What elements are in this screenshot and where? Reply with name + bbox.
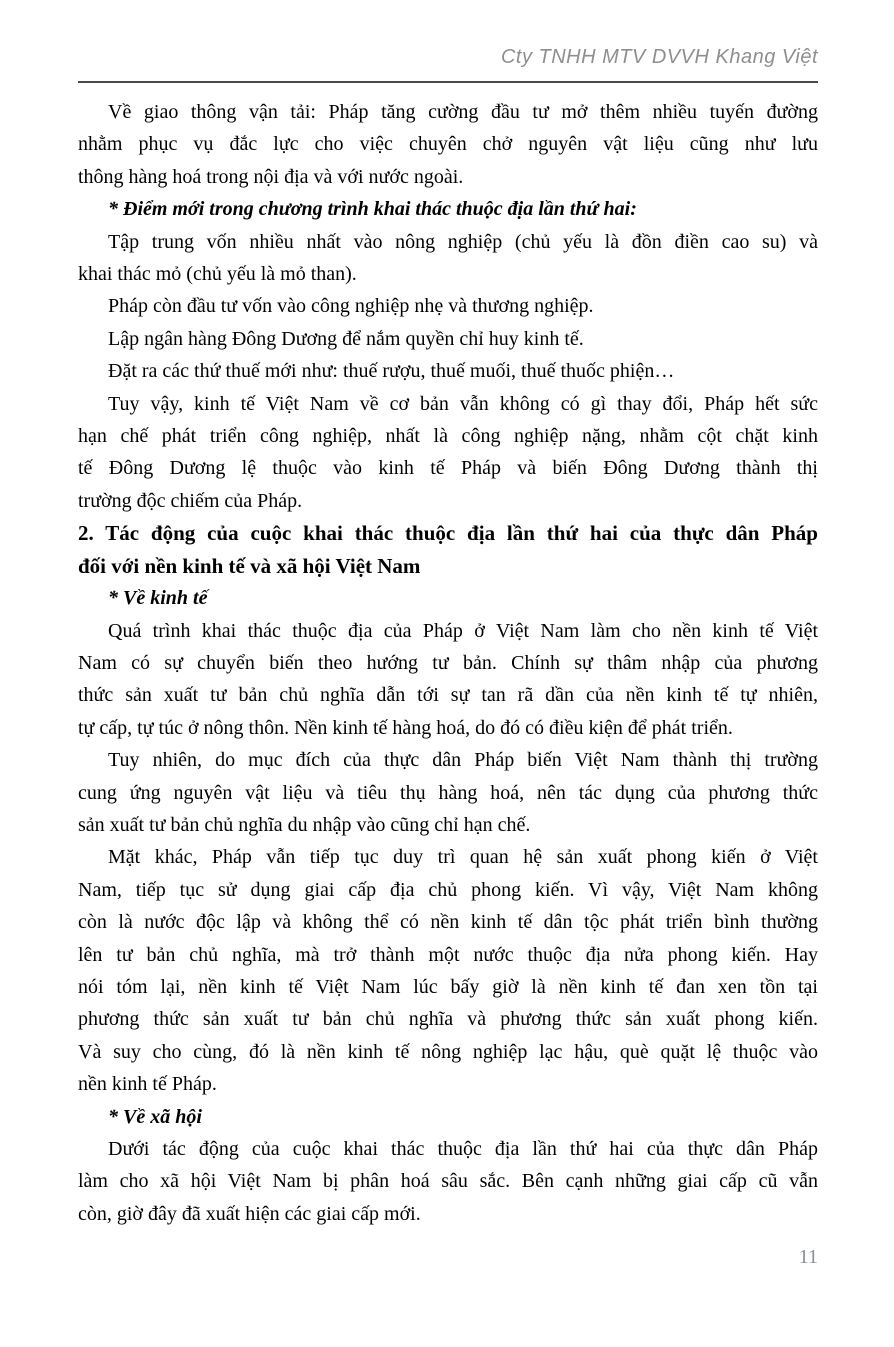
paragraph-line: Pháp còn đầu tư vốn vào công nghiệp nhẹ và thương nghiệp. xyxy=(108,295,594,318)
paragraph-line: Quá trình khai thác thuộc địa của Pháp ở Việt Nam làm cho nền kinh tế Việt xyxy=(108,619,818,642)
paragraph-line: Nam có sự chuyển biến theo hướng tư bản. Chính sự thâm nhập của phương xyxy=(78,651,818,674)
paragraph-line: nền kinh tế Pháp. xyxy=(78,1073,217,1096)
page-number: 11 xyxy=(798,1246,818,1268)
paragraph-line: Đặt ra các thứ thuế mới như: thuế rượu, thuế muối, thuế thuốc phiện… xyxy=(108,360,675,383)
paragraph-line: thông hàng hoá trong nội địa và với nước ngoài. xyxy=(78,165,464,188)
section-heading-line: 2. Tác động của cuộc khai thác thuộc địa lần thứ hai của thực dân Pháp xyxy=(78,521,818,546)
paragraph-line: Lập ngân hàng Đông Dương để nắm quyền chỉ huy kinh tế. xyxy=(108,327,584,350)
paragraph-line: thức sản xuất tư bản chủ nghĩa dẫn tới sự tan rã dần của nền kinh tế tự nhiên, xyxy=(78,684,818,707)
paragraph-line: hạn chế phát triển công nghiệp, nhất là công nghiệp nặng, nhằm cột chặt kinh xyxy=(78,425,818,448)
header-divider xyxy=(78,81,818,83)
subheading-line: * Về xã hội xyxy=(108,1105,202,1128)
paragraph-line: Nam, tiếp tục sử dụng giai cấp địa chủ phong kiến. Vì vậy, Việt Nam không xyxy=(78,878,818,901)
paragraph-line: Về giao thông vận tải: Pháp tăng cường đầu tư mở thêm nhiều tuyến đường xyxy=(108,101,818,123)
paragraph-line: còn, giờ đây đã xuất hiện các giai cấp mới. xyxy=(78,1202,421,1225)
paragraph-line: Tuy nhiên, do mục đích của thực dân Pháp biến Việt Nam thành thị trường xyxy=(108,749,818,772)
subheading-line: * Về kinh tế xyxy=(108,587,208,610)
paragraph-line: sản xuất tư bản chủ nghĩa du nhập vào cũng chỉ hạn chế. xyxy=(78,813,531,836)
paragraph-line: Tuy vậy, kinh tế Việt Nam về cơ bản vẫn không có gì thay đổi, Pháp hết sức xyxy=(108,392,818,415)
paragraph-line: nhằm phục vụ đắc lực cho việc chuyên chở nguyên vật liệu cũng như lưu xyxy=(78,133,818,156)
paragraph-line: cung ứng nguyên vật liệu và tiêu thụ hàng hoá, nên tác dụng của phương thức xyxy=(78,781,818,804)
paragraph-line: Tập trung vốn nhiều nhất vào nông nghiệp (chủ yếu là đồn điền cao su) và xyxy=(108,230,818,253)
subheading-line: * Điểm mới trong chương trình khai thác thuộc địa lần thứ hai: xyxy=(108,198,637,221)
paragraph-line: lên tư bản chủ nghĩa, mà trở thành một nước thuộc địa nửa phong kiến. Hay xyxy=(78,943,818,966)
document-body xyxy=(78,96,818,1230)
paragraph-line: còn là nước độc lập và không thể có nền kinh tế dân tộc phát triển bình thường xyxy=(78,911,818,934)
paragraph-line: Dưới tác động của cuộc khai thác thuộc địa lần thứ hai của thực dân Pháp xyxy=(108,1138,818,1160)
paragraph-line: Mặt khác, Pháp vẫn tiếp tục duy trì quan hệ sản xuất phong kiến ở Việt xyxy=(108,846,818,869)
section-heading-line: đối với nền kinh tế và xã hội Việt Nam xyxy=(78,553,421,578)
paragraph-line: tự cấp, tự túc ở nông thôn. Nền kinh tế hàng hoá, do đó có điều kiện để phát triển. xyxy=(78,716,733,739)
paragraph-line: phương thức sản xuất tư bản chủ nghĩa và phương thức sản xuất phong kiến. xyxy=(78,1008,818,1031)
paragraph-line: làm cho xã hội Việt Nam bị phân hoá sâu sắc. Bên cạnh những giai cấp cũ vẫn xyxy=(78,1170,818,1193)
paragraph-line: nói tóm lại, nền kinh tế Việt Nam lúc bấy giờ là nền kinh tế đan xen tồn tại xyxy=(78,975,818,998)
paragraph-line: trường độc chiếm của Pháp. xyxy=(78,489,303,512)
page-header-company: Cty TNHH MTV DVVH Khang Việt xyxy=(500,46,818,68)
paragraph-line: tế Đông Dương lệ thuộc vào kinh tế Pháp và biến Đông Dương thành thị xyxy=(78,457,818,480)
paragraph-line: Và suy cho cùng, đó là nền kinh tế nông nghiệp lạc hậu, què quặt lệ thuộc vào xyxy=(78,1040,818,1063)
paragraph-line: khai thác mỏ (chủ yếu là mỏ than). xyxy=(78,263,357,286)
